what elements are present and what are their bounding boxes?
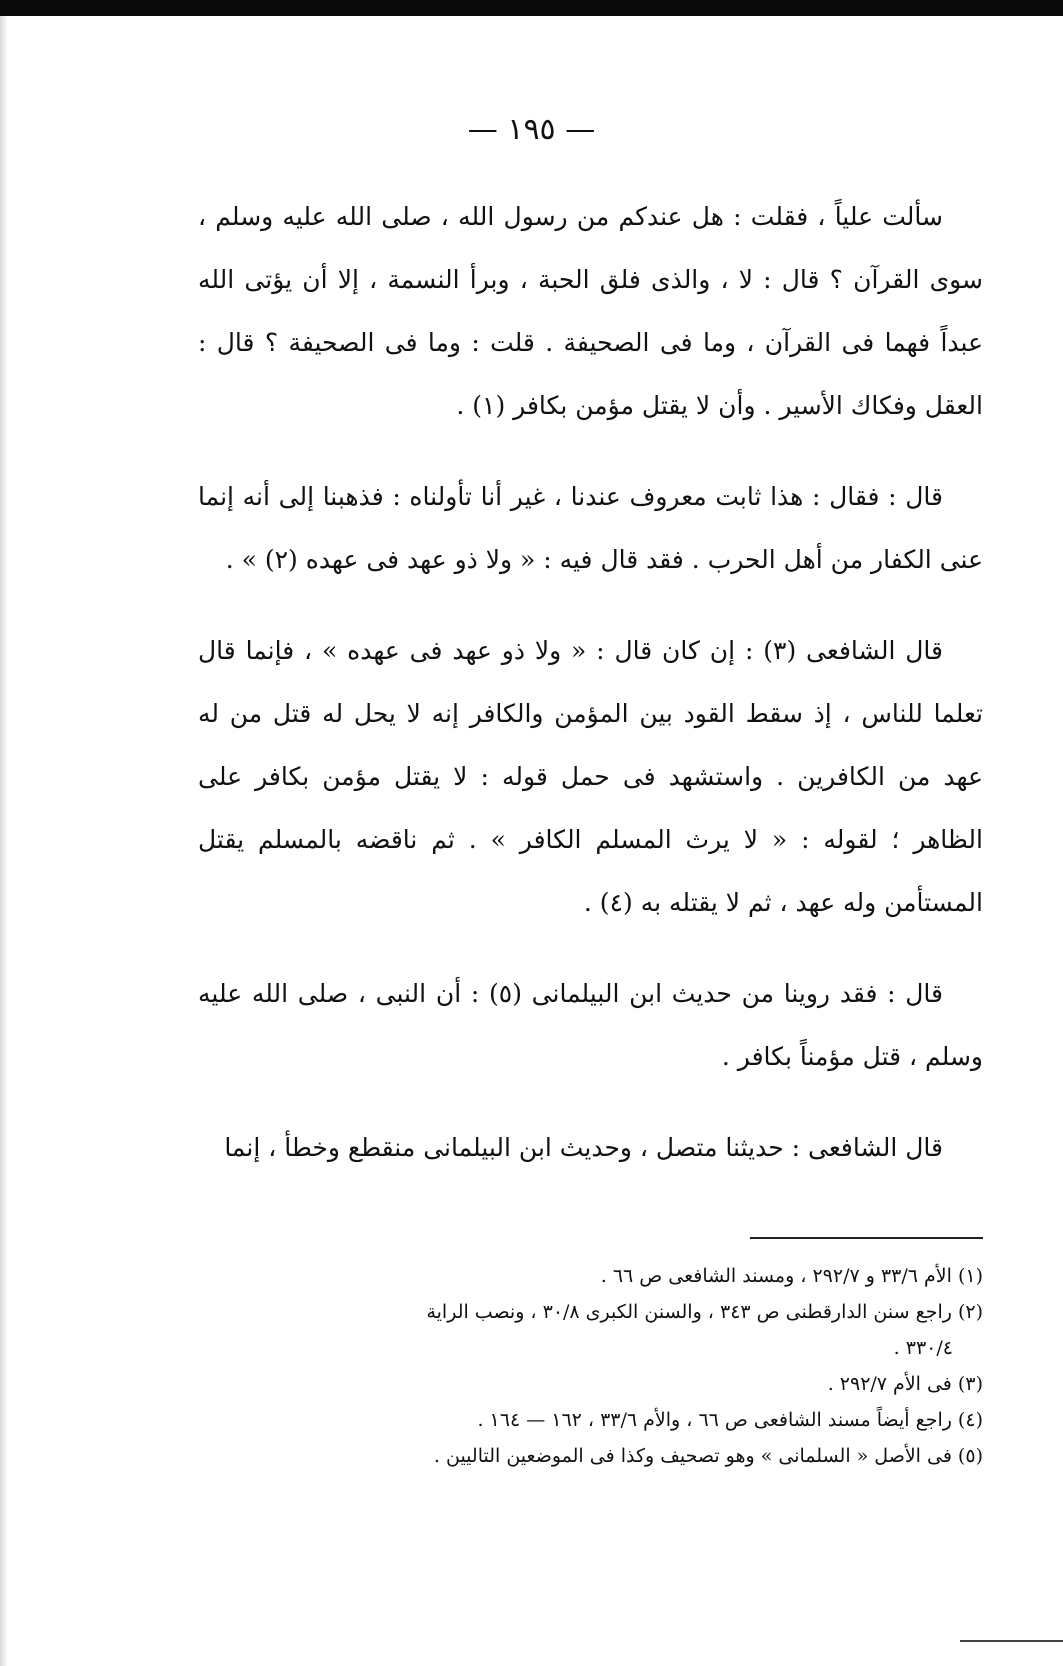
footnote-2-continuation: ٣٣٠/٤ . <box>893 1337 953 1359</box>
footnote-3: (٣) فى الأم ٢٩٢/٧ . <box>827 1373 983 1395</box>
footnote-4: (٤) راجع أيضاً مسند الشافعى ص ٦٦ ، والأم ٣٣/٦ ، ١٦٢ — ١٦٤ . <box>477 1409 983 1431</box>
footnotes <box>198 1258 983 1474</box>
scan-bottom-mark <box>960 1640 1063 1642</box>
paragraph-4: قال : فقد روينا من حديث ابن البيلمانى (٥) : أن النبى ، صلى الله عليه وسلم ، قتل مؤمناً بكافر . <box>198 979 983 1071</box>
paragraph-2: قال : فقال : هذا ثابت معروف عندنا ، غير أنا تأولناه : فذهبنا إلى أنه إنما عنى الكفار من أهل الحرب . فقد قال فيه : « ولا ذو عهد فى عهده (٢) » . <box>198 482 983 574</box>
scan-left-edge <box>0 16 8 1666</box>
paragraph-1: سألت علياً ، فقلت : هل عندكم من رسول الله ، صلى الله عليه وسلم ، سوى القرآن ؟ قال : لا ، والذى فلق الحبة ، وبرأ النسمة ، إلا أن يؤتى الله عبداً فهما فى القرآن ، وما فى الصحيفة . قلت : وما فى الصحيفة ؟ قال : العقل وفكاك الأسير . وأن لا يقتل مؤمن بكافر (١) . <box>198 202 983 420</box>
paragraph-3: قال الشافعى (٣) : إن كان قال : « ولا ذو عهد فى عهده » ، فإنما قال تعلما للناس ، إذ سقط القود بين المؤمن والكافر إنه لا يحل له قتل من له عهد من الكافرين . واستشهد فى حمل قوله : لا يقتل مؤمن بكافر على الظاهر ؛ لقوله : « لا يرث المسلم الكافر » . ثم ناقضه بالمسلم يقتل المستأمن وله عهد ، ثم لا يقتله به (٤) . <box>198 636 983 917</box>
footnote-separator <box>750 1237 983 1239</box>
main-text <box>198 185 983 1179</box>
footnote-1: (١) الأم ٣٣/٦ و ٢٩٢/٧ ، ومسند الشافعى ص ٦٦ . <box>600 1265 983 1287</box>
footnote-5: (٥) فى الأصل « السلمانى » وهو تصحيف وكذا فى الموضعين التاليين . <box>433 1445 983 1467</box>
footnote-2: (٢) راجع سنن الدارقطنى ص ٣٤٣ ، والسنن الكبرى ٣٠/٨ ، ونصب الراية <box>426 1301 983 1323</box>
scan-top-border <box>0 0 1063 16</box>
paragraph-5: قال الشافعى : حديثنا متصل ، وحديث ابن البيلمانى منقطع وخطأ ، إنما <box>224 1133 943 1162</box>
page-number: — ١٩٥ — <box>467 112 596 147</box>
